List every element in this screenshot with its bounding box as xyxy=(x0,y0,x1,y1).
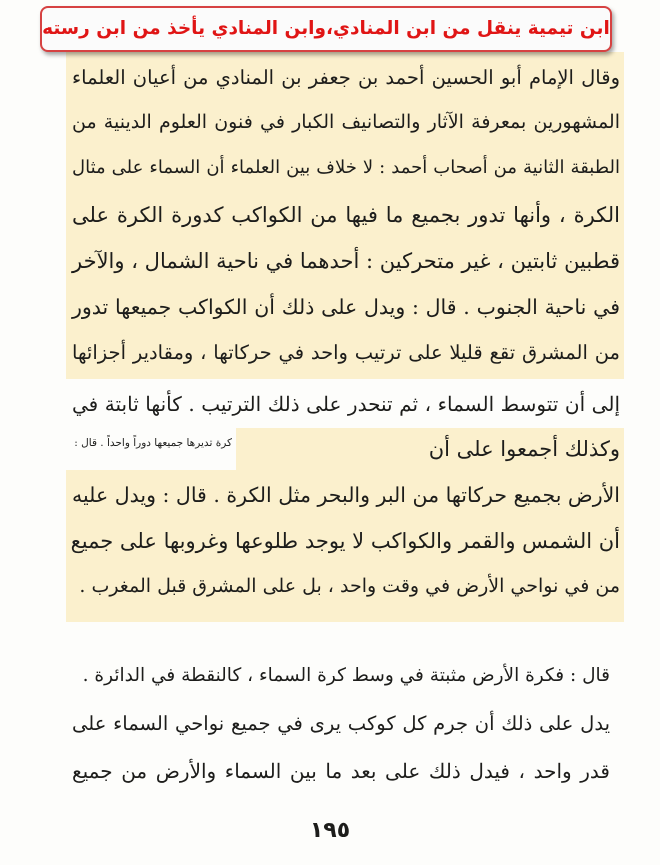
text-line: الكرة ، وأنها تدور بجميع ما فيها من الكواكب كدورة الكرة على xyxy=(72,203,620,227)
text-line: من في نواحي الأرض في وقت واحد ، بل على المشرق قبل المغرب . xyxy=(79,575,620,597)
text-line: قطبين ثابتين ، غير متحركين : أحدهما في ناحية الشمال ، والآخر xyxy=(72,249,620,273)
text-line: قدر واحد ، فيدل ذلك على بعد ما بين السماء والأرض من جميع xyxy=(72,759,610,783)
text-line: إلى أن تتوسط السماء ، ثم تنحدر على ذلك الترتيب . كأنها ثابتة في xyxy=(72,392,620,416)
page-number: ١٩٥ xyxy=(309,818,351,843)
text-line: أن الشمس والقمر والكواكب لا يوجد طلوعها وغروبها على جميع xyxy=(70,529,620,553)
text-line-highlighted-part: وكذلك أجمعوا على أن xyxy=(428,437,620,461)
text-line: قال : فكرة الأرض مثبتة في وسط كرة السماء ، كالنقطة في الدائرة . xyxy=(82,665,610,686)
text-line: يدل على ذلك أن جرم كل كوكب يرى في جميع نواحي السماء على xyxy=(72,712,610,735)
text-line: من المشرق تقع قليلا على ترتيب واحد في حركاتها ، ومقادير أجزائها xyxy=(72,341,620,364)
text-line: في ناحية الجنوب . قال : ويدل على ذلك أن الكواكب جميعها تدور xyxy=(72,295,620,319)
text-line-plain-part: كرة تديرها جميعها دوراً واحداً . قال : xyxy=(74,437,232,449)
annotation-banner: ابن تيمية ينقل من ابن المنادي،وابن المنادي يأخذ من ابن رسته xyxy=(40,6,612,52)
text-line: وقال الإمام أبو الحسين أحمد بن جعفر بن المنادي من أعيان العلماء xyxy=(72,66,620,89)
text-line: الطبقة الثانية من أصحاب أحمد : لا خلاف بين العلماء أن السماء على مثال xyxy=(72,157,620,178)
text-line: المشهورين بمعرفة الآثار والتصانيف الكبار في فنون العلوم الدينية من xyxy=(72,111,620,133)
text-line: الأرض بجميع حركاتها من البر والبحر مثل الكرة . قال : ويدل عليه xyxy=(72,483,620,507)
